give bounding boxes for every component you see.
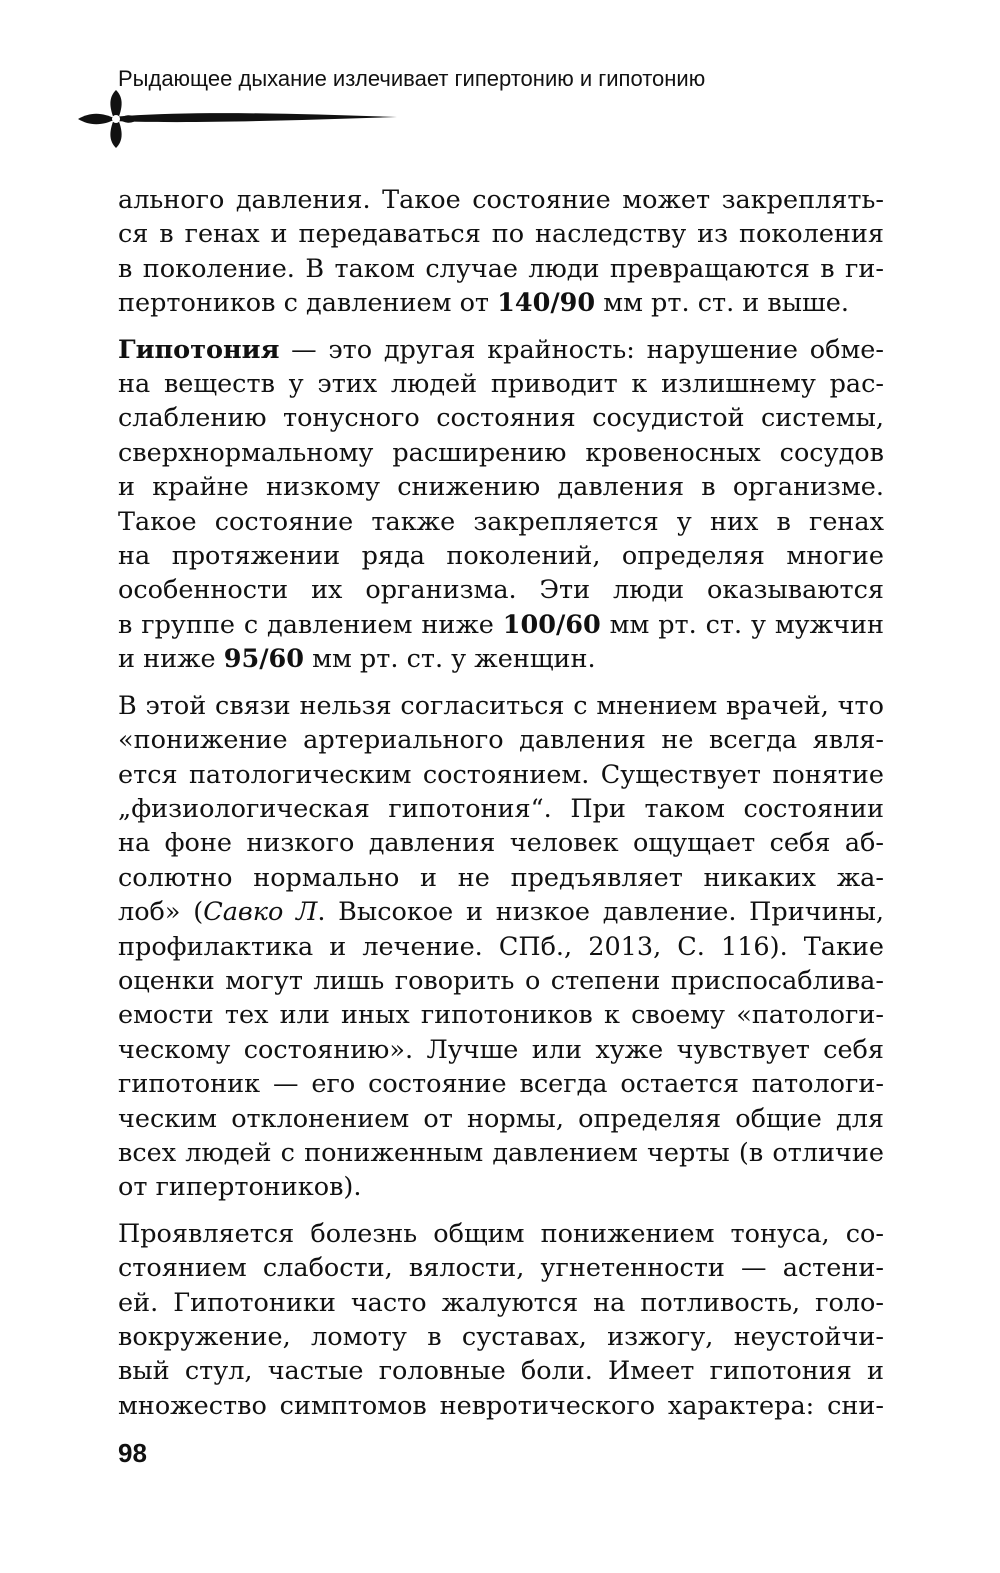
text-run: стоянием слабости, вялости, угнетенности — астени-: [118, 1253, 884, 1284]
bold-term: 95/60: [223, 644, 305, 675]
text-run: вокружение, ломоту в суставах, изжогу, неустойчи-: [118, 1322, 884, 1352]
text-line: [118, 539, 884, 573]
bold-term: Гипотония: [118, 334, 280, 365]
text-line: [118, 689, 884, 723]
paragraph: [118, 1217, 884, 1423]
text-line: [118, 1217, 884, 1251]
text-line: [118, 505, 884, 539]
text-run: ческому состоянию». Лучше или хуже чувствует себя: [118, 1034, 884, 1065]
paragraph: [118, 333, 884, 677]
text-line: [118, 895, 884, 929]
text-run: всех людей с пониженным давлением черты (в отличие: [118, 1137, 884, 1168]
text-line: [118, 217, 884, 251]
text-line: [118, 252, 884, 286]
text-run: в группе с давлением ниже: [118, 609, 503, 640]
text-run: емости тех или иных гипотоников к своему «патологи-: [118, 1000, 884, 1031]
text-run: ется патологическим состоянием. Существует понятие: [118, 759, 884, 790]
text-line: [118, 861, 884, 895]
text-run: ей. Гипотоники часто жалуются на потливость, голо-: [118, 1287, 884, 1318]
text-line: [118, 1067, 884, 1101]
text-line: [118, 642, 884, 676]
text-run: и крайне низкому снижению давления в организме.: [118, 472, 884, 503]
text-run: слаблению тонусного состояния сосудистой системы,: [118, 403, 884, 434]
text-line: [118, 573, 884, 607]
text-line: [118, 1170, 884, 1204]
page-number: 98: [118, 1438, 147, 1468]
text-run: от гипертоников).: [118, 1172, 362, 1203]
text-run: Проявляется болезнь общим понижением тонуса, со-: [118, 1218, 884, 1249]
text-run: вый стул, частые головные боли. Имеет гипотония и: [118, 1356, 884, 1387]
text-run: мм рт. ст. у мужчин: [600, 609, 884, 640]
text-run: на протяжении ряда поколений, определяя многие: [118, 541, 884, 572]
text-run: сверхнормальному расширению кровеносных сосудов: [118, 437, 884, 468]
text-line: [118, 1320, 884, 1354]
text-run: на фоне низкого давления человек ощущает себя аб-: [118, 828, 884, 859]
text-run: и ниже: [118, 644, 224, 675]
body-text: [118, 183, 884, 1435]
text-line: [118, 1389, 884, 1423]
text-run: «понижение артериального давления не всегда явля-: [118, 725, 884, 756]
text-line: [118, 723, 884, 757]
text-run: мм рт. ст. у женщин.: [304, 644, 596, 675]
text-run: „физиологическая гипотония“. При таком состоянии: [118, 793, 884, 824]
text-line: [118, 1286, 884, 1320]
text-line: [118, 1354, 884, 1388]
text-line: [118, 436, 884, 470]
text-line: [118, 792, 884, 826]
text-run: ся в генах и передаваться по наследству из поколения: [118, 219, 884, 250]
text-line: [118, 1251, 884, 1285]
text-run: множество симптомов невротического характера: сни-: [118, 1390, 884, 1421]
text-run: гипотоник — его состояние всегда остается патологи-: [118, 1069, 884, 1100]
paragraph: [118, 183, 884, 321]
text-run: профилактика и лечение. СПб., 2013, С. 116). Такие: [118, 931, 884, 962]
text-line: [118, 367, 884, 401]
text-line: [118, 1033, 884, 1067]
text-run: Такое состояние также закрепляется у них в генах: [118, 506, 884, 537]
text-line: [118, 930, 884, 964]
running-title: Рыдающее дыхание излечивает гипертонию и гипотонию: [118, 66, 706, 91]
text-run: . Высокое и низкое давление. Причины,: [317, 897, 884, 928]
fleuron-ornament: [72, 88, 412, 148]
text-line: [118, 183, 884, 217]
text-line: [118, 826, 884, 860]
bold-term: 140/90: [497, 288, 596, 319]
text-run: В этой связи нельзя согласиться с мнением врачей, что: [118, 690, 884, 721]
text-run: пертоников с давлением от: [118, 288, 498, 319]
text-run: — это другая крайность: нарушение обме-: [279, 334, 884, 365]
text-line: [118, 333, 884, 367]
text-line: [118, 1136, 884, 1170]
text-run: оценки могут лишь говорить о степени приспосаблива-: [118, 965, 884, 996]
bold-term: 100/60: [502, 609, 601, 640]
text-run: особенности их организма. Эти люди оказываются: [118, 575, 884, 606]
text-line: [118, 758, 884, 792]
text-line: [118, 286, 884, 320]
text-run: солютно нормально и не предъявляет никаких жа-: [118, 862, 884, 893]
paragraph: [118, 689, 884, 1205]
text-line: [118, 998, 884, 1032]
text-run: мм рт. ст. и выше.: [595, 288, 849, 319]
text-run: на веществ у этих людей приводит к излишнему рас-: [118, 369, 884, 400]
text-run: в поколение. В таком случае люди превращаются в ги-: [118, 253, 884, 284]
text-line: [118, 401, 884, 435]
text-line: [118, 1102, 884, 1136]
italic-citation: Савко Л: [203, 897, 318, 928]
text-run: ческим отклонением от нормы, определяя общие для: [118, 1103, 884, 1134]
text-line: [118, 608, 884, 642]
text-line: [118, 470, 884, 504]
text-run: лоб» (: [118, 897, 204, 928]
text-run: ального давления. Такое состояние может закреплять-: [118, 185, 884, 215]
text-line: [118, 964, 884, 998]
